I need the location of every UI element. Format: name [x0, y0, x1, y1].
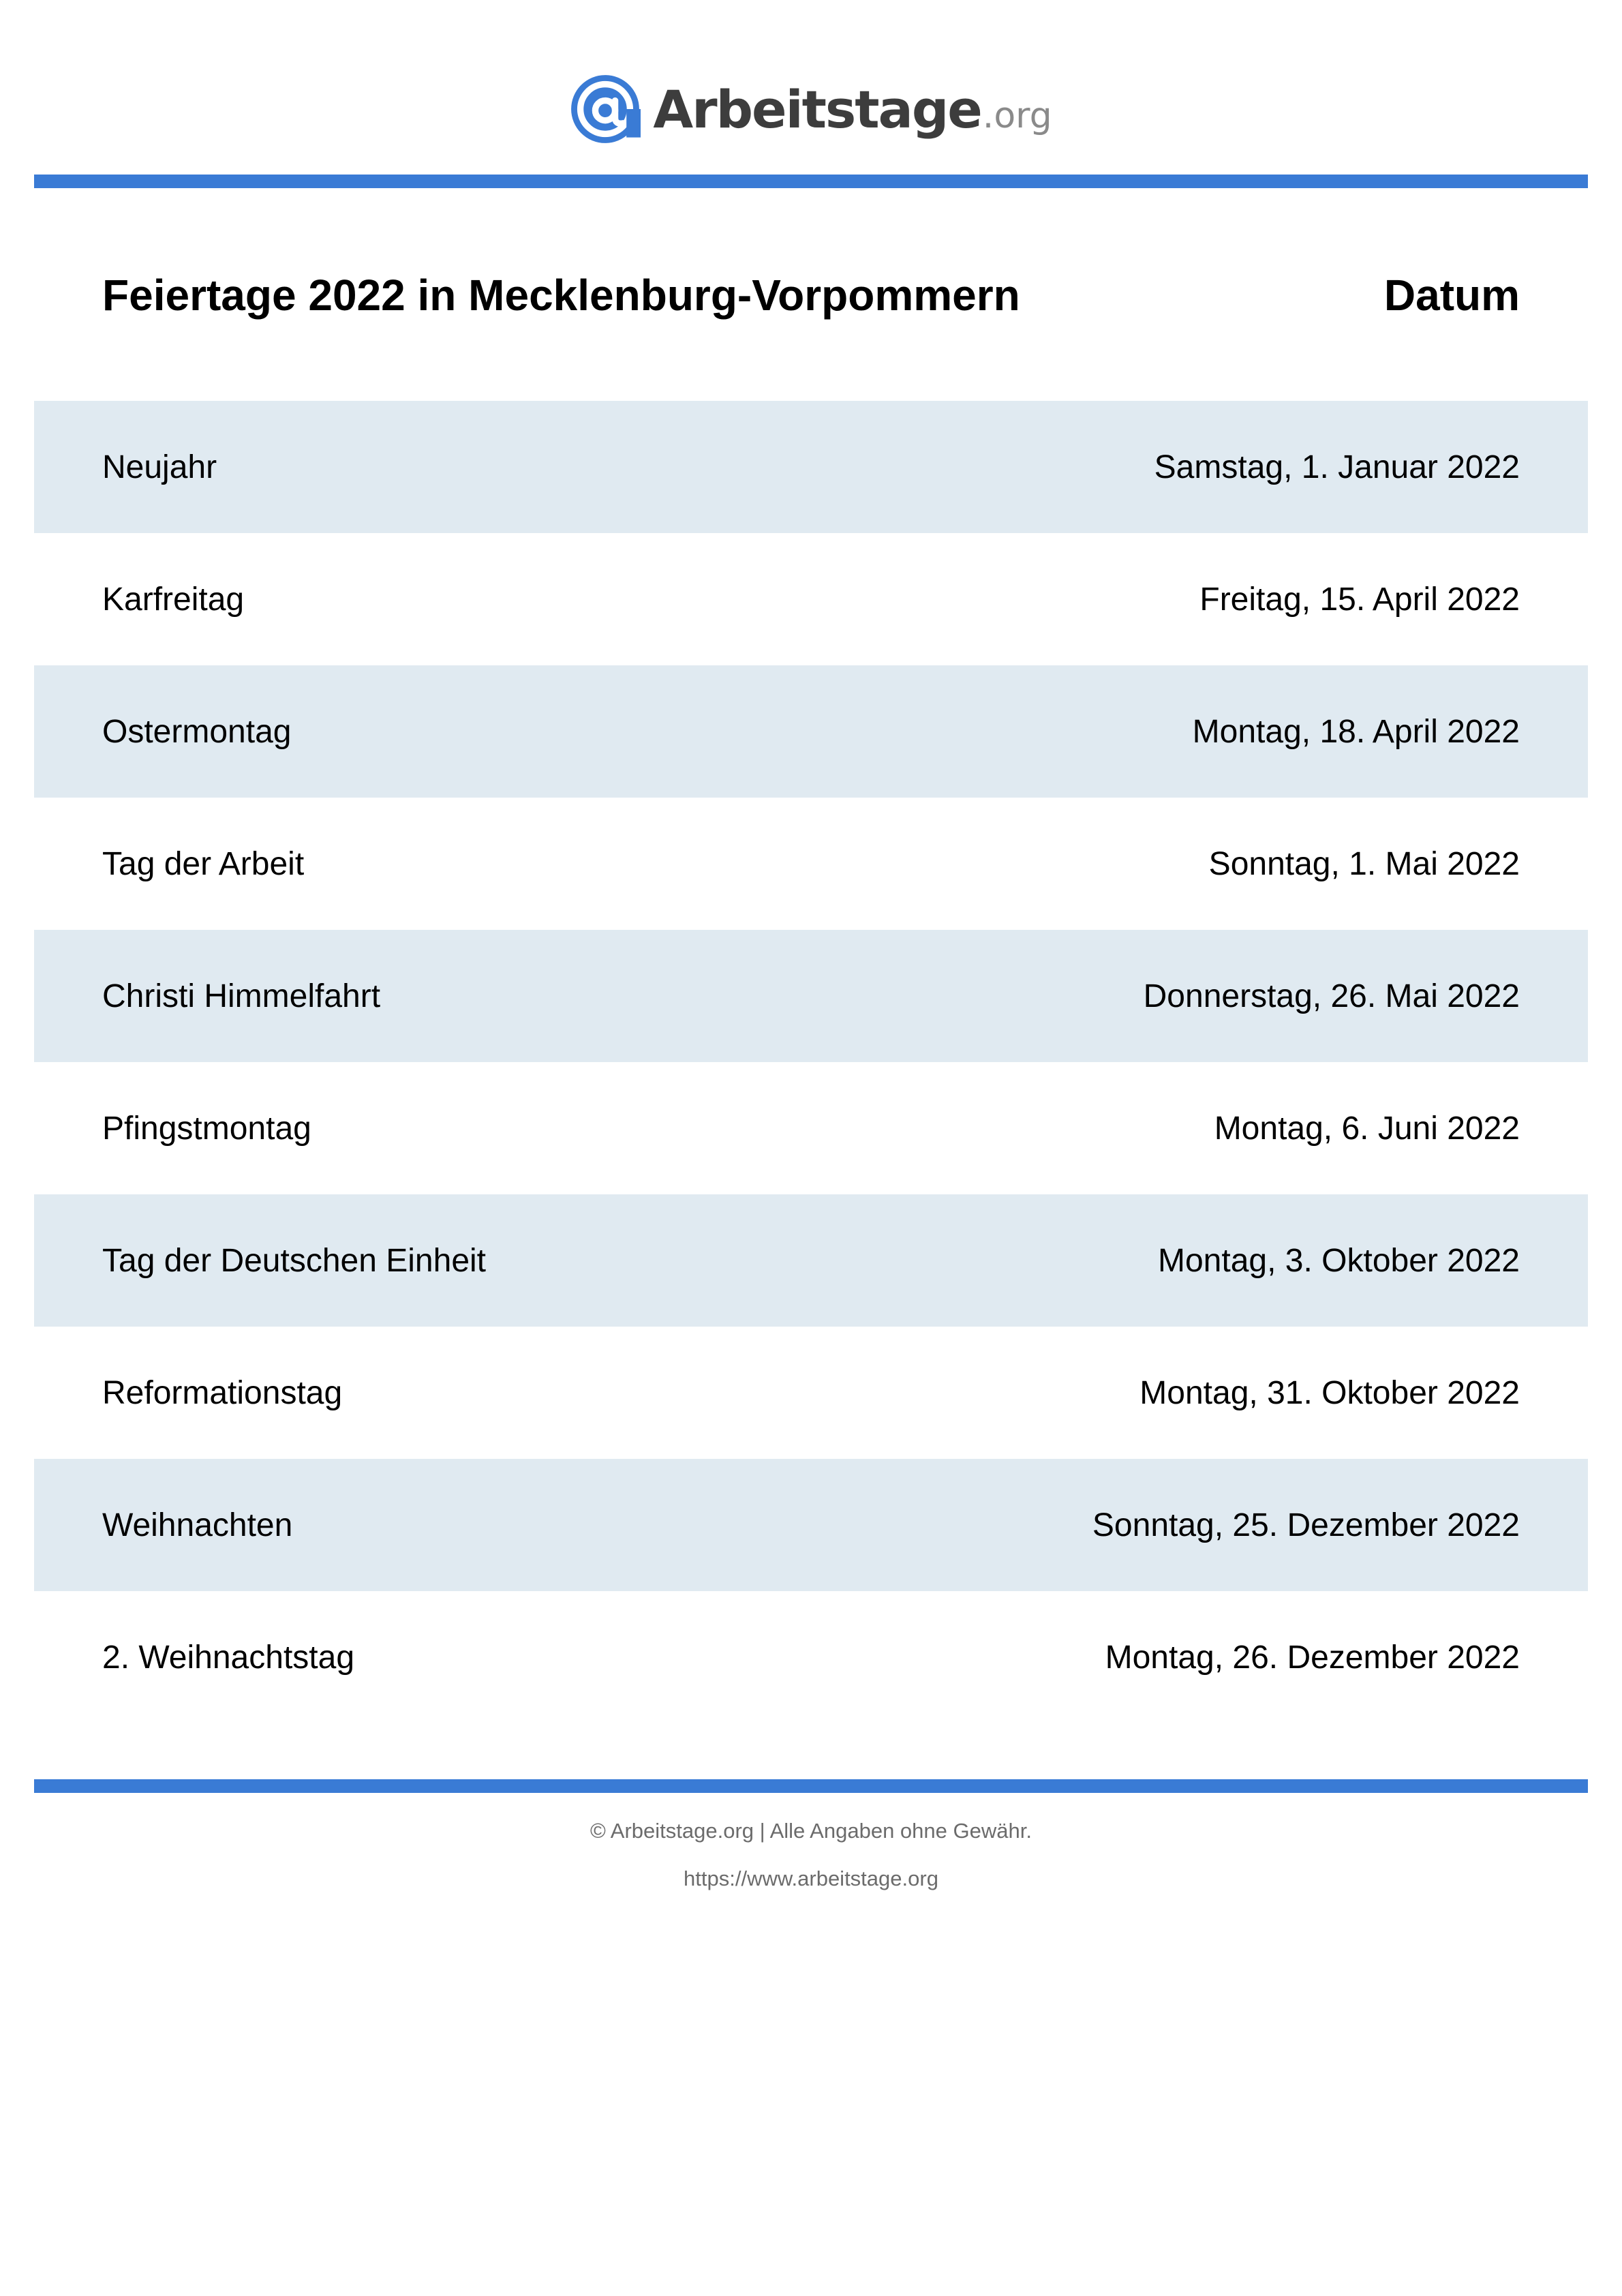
holiday-name: Tag der Arbeit — [102, 845, 305, 882]
table-row — [34, 401, 1588, 533]
holiday-date: Sonntag, 25. Dezember 2022 — [1092, 1507, 1520, 1543]
table-row — [34, 798, 1588, 930]
logo-tld: .org — [982, 95, 1052, 136]
holiday-table — [34, 225, 1588, 1723]
holiday-date: Montag, 6. Juni 2022 — [1214, 1110, 1520, 1147]
table-row — [34, 1327, 1588, 1459]
holiday-date: Sonntag, 1. Mai 2022 — [1208, 845, 1520, 882]
holiday-name: Christi Himmelfahrt — [102, 978, 381, 1014]
table-row — [34, 1459, 1588, 1591]
table-body — [34, 401, 1588, 1723]
table-header — [34, 225, 1588, 401]
bottom-divider — [34, 1779, 1588, 1793]
logo — [0, 68, 1622, 150]
holiday-name: Karfreitag — [102, 581, 245, 618]
holiday-date: Donnerstag, 26. Mai 2022 — [1143, 978, 1520, 1014]
logo-wordmark: Arbeitstage — [653, 78, 981, 140]
holiday-date: Montag, 18. April 2022 — [1192, 713, 1520, 750]
holiday-date: Freitag, 15. April 2022 — [1199, 581, 1520, 618]
table-row — [34, 1062, 1588, 1194]
holiday-name: 2. Weihnachtstag — [102, 1639, 355, 1676]
holiday-name: Pfingstmontag — [102, 1110, 311, 1147]
date-column-header: Datum — [1383, 271, 1520, 320]
holiday-name: Weihnachten — [102, 1507, 293, 1543]
footer-copyright: © Arbeitstage.org | Alle Angaben ohne Gewähr. — [590, 1819, 1032, 1843]
table-title: Feiertage 2022 in Mecklenburg-Vorpommern — [102, 271, 1020, 320]
table-row — [34, 665, 1588, 798]
holiday-date: Montag, 3. Oktober 2022 — [1158, 1242, 1520, 1279]
table-row — [34, 1194, 1588, 1327]
holiday-date: Montag, 26. Dezember 2022 — [1105, 1639, 1520, 1676]
holiday-name: Ostermontag — [102, 713, 292, 750]
holiday-date: Montag, 31. Oktober 2022 — [1139, 1374, 1520, 1411]
holiday-name: Reformationstag — [102, 1374, 343, 1411]
logo-lockup — [570, 74, 1052, 145]
table-row — [34, 533, 1588, 665]
holiday-date: Samstag, 1. Januar 2022 — [1154, 449, 1520, 485]
holiday-name: Neujahr — [102, 449, 217, 485]
table-row — [34, 930, 1588, 1062]
top-divider — [34, 175, 1588, 188]
table-row — [34, 1591, 1588, 1723]
holiday-name: Tag der Deutschen Einheit — [102, 1242, 487, 1279]
footer-url: https://www.arbeitstage.org — [684, 1867, 938, 1890]
at-sign-icon — [570, 74, 641, 145]
